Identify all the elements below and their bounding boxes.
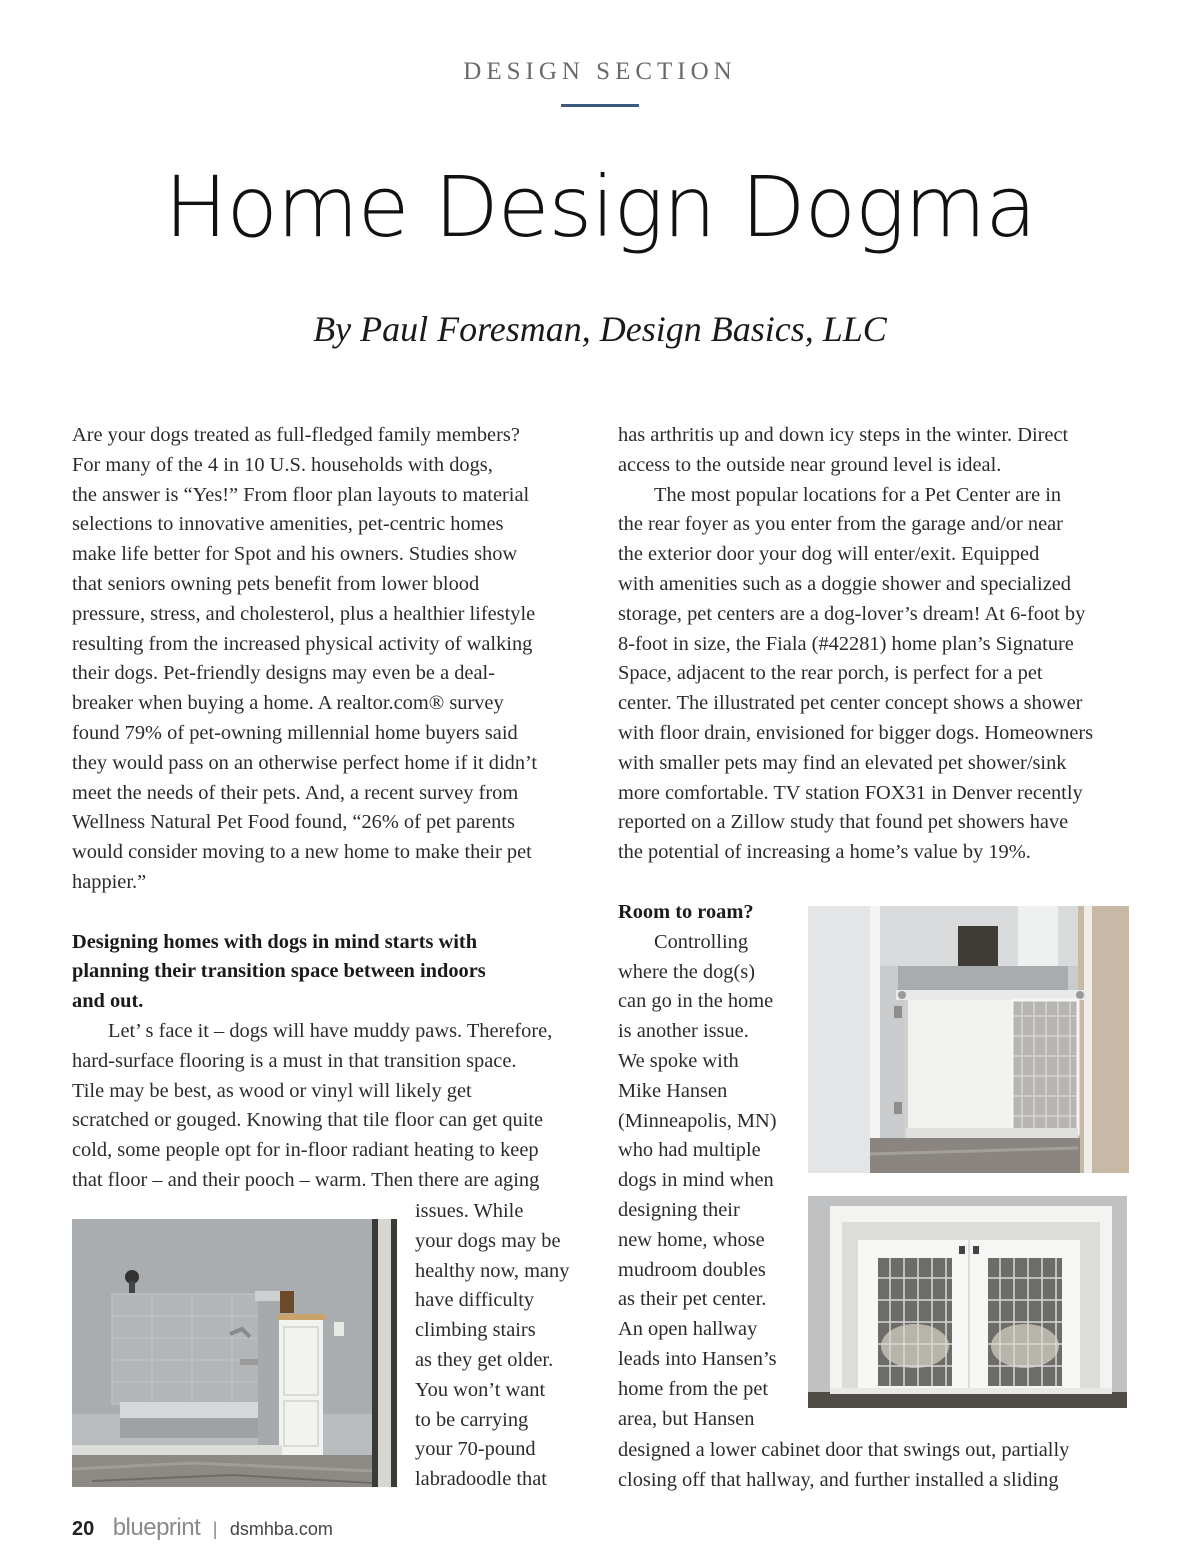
text-line: We spoke with: [618, 1049, 739, 1072]
text-line: that floor – and their pooch – warm. Then there are aging: [72, 1168, 540, 1191]
text-line: access to the outside near ground level is ideal.: [618, 453, 1002, 476]
text-line: cold, some people opt for in-floor radiant heating to keep: [72, 1139, 539, 1162]
intro-paragraph: [72, 421, 592, 898]
subhead-line: planning their transition space between indoors: [72, 960, 486, 983]
text-line: they would pass on an otherwise perfect home if it didn’t: [72, 751, 538, 774]
text-line: 8-foot in size, the Fiala (#42281) home plan’s Signature: [618, 632, 1074, 655]
left-wrap-text: [415, 1197, 595, 1495]
text-line: their dogs. Pet-friendly designs may even be a deal-: [72, 662, 495, 685]
text-line: healthy now, many: [415, 1259, 570, 1282]
text-line: mudroom doubles: [618, 1258, 766, 1281]
text-line: found 79% of pet-owning millennial home buyers said: [72, 721, 518, 744]
text-line: issues. While: [415, 1200, 524, 1222]
transition-subhead: [72, 928, 592, 1017]
text-line: Let’ s face it – dogs will have muddy paws. Therefore,: [108, 1019, 553, 1042]
cabinet-door-illustration: [808, 1196, 1127, 1408]
text-line: as they get older.: [415, 1348, 554, 1371]
muddy-paws-paragraph: [72, 1017, 592, 1196]
text-line: (Minneapolis, MN): [618, 1109, 777, 1132]
text-line: happier.”: [72, 870, 147, 893]
text-line: Space, adjacent to the rear porch, is perfect for a pet: [618, 662, 1043, 685]
text-line: the exterior door your dog will enter/exit. Equipped: [618, 543, 1040, 566]
text-line: leads into Hansen’s: [618, 1347, 777, 1370]
text-line: dogs in mind when: [618, 1169, 774, 1192]
text-line: can go in the home: [618, 990, 774, 1013]
text-line: more comfortable. TV station FOX31 in Denver recently: [618, 781, 1083, 804]
text-line: with amenities such as a doggie shower and specialized: [618, 572, 1071, 595]
section-label: DESIGN SECTION: [463, 58, 737, 85]
text-line: pressure, stress, and cholesterol, plus a healthier lifestyle: [72, 602, 536, 625]
text-line: with smaller pets may find an elevated pet shower/sink: [618, 751, 1067, 774]
site-url: dsmhba.com: [229, 1519, 333, 1539]
text-line: your dogs may be: [415, 1229, 561, 1252]
hallway-gate-illustration: [808, 906, 1129, 1173]
text-line: storage, pet centers are a dog-lover’s dream! At 6-foot by: [618, 602, 1086, 625]
pet-shower-photo: [72, 1219, 397, 1487]
text-line: reported on a Zillow study that found pet showers have: [618, 811, 1069, 834]
text-line: labradoodle that: [415, 1468, 547, 1491]
text-line: designed a lower cabinet door that swings out, partially: [618, 1439, 1070, 1461]
text-line: Mike Hansen: [618, 1079, 728, 1102]
text-line: new home, whose: [618, 1228, 765, 1251]
text-line: make life better for Spot and his owners. Studies show: [72, 543, 518, 566]
article-title: Home Design Dogma: [164, 158, 1036, 256]
text-line: have difficulty: [415, 1289, 535, 1312]
text-line: Are your dogs treated as full-fledged family members?: [72, 424, 520, 446]
text-line: selections to innovative amenities, pet-centric homes: [72, 513, 504, 536]
text-line: the rear foyer as you enter from the garage and/or near: [618, 513, 1063, 536]
text-line: closing off that hallway, and further installed a sliding: [618, 1468, 1059, 1491]
text-line: the potential of increasing a home’s value by 19%.: [618, 841, 1031, 864]
text-line: Controlling: [654, 930, 749, 953]
text-line: hard-surface flooring is a must in that transition space.: [72, 1049, 517, 1072]
text-line: For many of the 4 in 10 U.S. households with dogs,: [72, 453, 493, 476]
text-line: to be carrying: [415, 1408, 529, 1431]
text-line: who had multiple: [618, 1139, 761, 1162]
left-column: [72, 421, 592, 1196]
page-number: 20: [72, 1518, 95, 1540]
text-line: Tile may be best, as wood or vinyl will likely get: [72, 1079, 472, 1102]
text-line: the answer is “Yes!” From floor plan layouts to material: [72, 483, 530, 506]
text-line: center. The illustrated pet center concept shows a shower: [618, 692, 1083, 715]
text-line: area, but Hansen: [618, 1407, 755, 1430]
text-line: that seniors owning pets benefit from lower blood: [72, 572, 480, 595]
text-line: resulting from the increased physical activity of walking: [72, 632, 533, 655]
text-line: scratched or gouged. Knowing that tile floor can get quite: [72, 1109, 544, 1132]
article-byline: By Paul Foresman, Design Basics, LLC: [313, 309, 887, 349]
pet-center-paragraph: [618, 481, 1138, 868]
room-to-roam-subhead: Room to roam?: [618, 901, 754, 923]
right-wrap-text: [618, 898, 803, 1434]
text-line: with floor drain, envisioned for bigger dogs. Homeowners: [618, 721, 1094, 744]
right-column: [618, 421, 1138, 868]
page-footer: [72, 1514, 333, 1542]
brand-logo: blueprint: [112, 1514, 201, 1541]
text-line: You won’t want: [415, 1378, 546, 1401]
text-line: climbing stairs: [415, 1319, 536, 1342]
text-line: breaker when buying a home. A realtor.com® survey: [72, 692, 504, 715]
cabinet-door-photo: [808, 1196, 1127, 1408]
right-bottom-text: [618, 1436, 1138, 1496]
text-line: where the dog(s): [618, 960, 756, 983]
section-rule: [561, 104, 639, 107]
subhead-line: Designing homes with dogs in mind starts with: [72, 930, 478, 953]
text-line: is another issue.: [618, 1020, 749, 1043]
text-line: designing their: [618, 1198, 740, 1221]
subhead-line: and out.: [72, 990, 144, 1013]
text-line: your 70-pound: [415, 1438, 536, 1461]
text-line: as their pet center.: [618, 1288, 767, 1311]
text-line: Wellness Natural Pet Food found, “26% of pet parents: [72, 811, 515, 834]
text-line: would consider moving to a new home to make their pet: [72, 841, 532, 864]
text-line: An open hallway: [618, 1318, 758, 1341]
pet-shower-illustration: [72, 1219, 397, 1487]
footer-separator: |: [212, 1519, 218, 1539]
text-line: home from the pet: [618, 1377, 769, 1400]
hallway-gate-photo: [808, 906, 1129, 1173]
text-line: meet the needs of their pets. And, a recent survey from: [72, 781, 519, 804]
text-line: has arthritis up and down icy steps in the winter. Direct: [618, 424, 1069, 446]
text-line: The most popular locations for a Pet Center are in: [654, 483, 1062, 506]
